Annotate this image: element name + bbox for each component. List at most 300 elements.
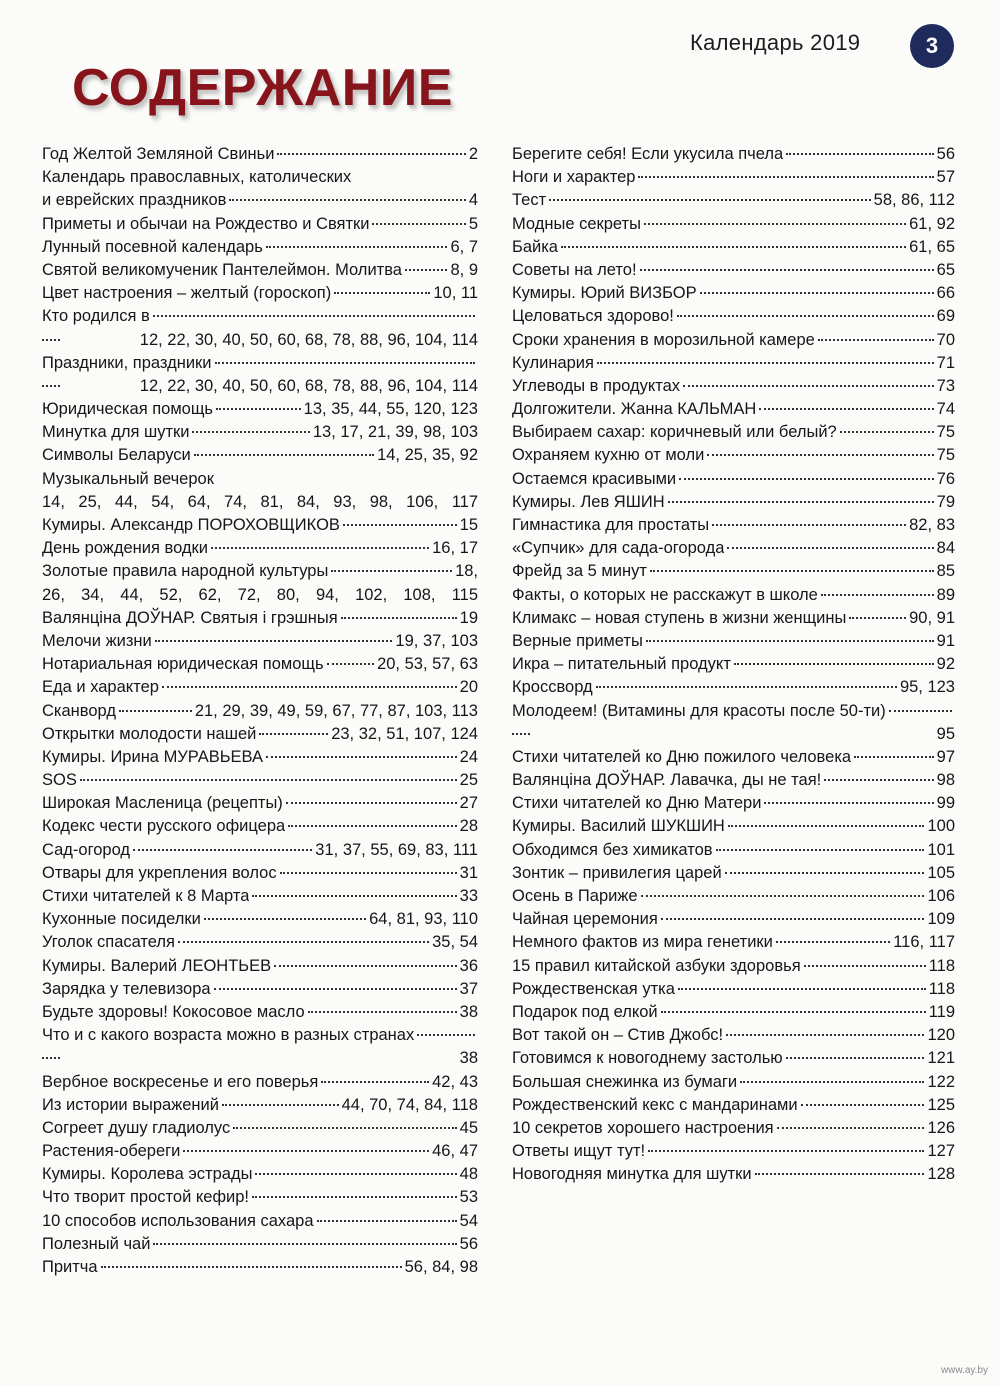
toc-entry-pages: 85 [936, 562, 955, 581]
dot-leader [162, 686, 457, 688]
toc-entry-title: Валянціна ДОЎНАР. Лавачка, ды не тая! [512, 771, 822, 790]
dot-leader [712, 524, 906, 526]
page-number-badge: 3 [910, 24, 954, 68]
dot-leader [678, 988, 926, 990]
toc-entry-title: Остаемся красивыми [512, 469, 677, 488]
toc-entry [42, 189, 478, 212]
toc-entry-pages: 21, 29, 39, 49, 59, 67, 77, 87, 103, 113 [194, 701, 478, 720]
watermark: www.ay.by [940, 1365, 988, 1376]
toc-entry-title: Согреет душу гладиолус [42, 1118, 231, 1137]
toc-entry [42, 1163, 478, 1186]
toc-entry-pages: 128 [927, 1165, 955, 1184]
toc-entry-pages: 31, 37, 55, 69, 83, 111 [315, 840, 478, 859]
dot-leader [776, 941, 890, 943]
toc-entry [42, 769, 478, 792]
toc-entry-title: Охраняем кухню от моли [512, 446, 705, 465]
toc-entry-title: Верные приметы [512, 631, 643, 650]
toc-entry-title: Мелочи жизни [42, 631, 152, 650]
toc-entry [42, 305, 478, 328]
toc-entry-pages: 71 [936, 353, 955, 372]
toc-entry-pages: 84 [936, 539, 955, 558]
dot-leader [786, 1057, 925, 1059]
toc-entry-title: Золотые правила народной культуры [42, 562, 329, 581]
toc-entry-title: Большая снежинка из бумаги [512, 1072, 738, 1091]
toc-entry-pages: 20 [459, 678, 478, 697]
toc-entry [512, 931, 955, 954]
toc-entry [512, 700, 955, 723]
toc-entry-title: Целоваться здорово! [512, 307, 674, 326]
toc-entry-pages: 119 [928, 1002, 955, 1021]
toc-entry [42, 630, 478, 653]
dot-leader [679, 478, 933, 480]
toc-entry [512, 1117, 955, 1140]
toc-entry [42, 700, 478, 723]
toc-entry-title: Кулинария [512, 353, 594, 372]
toc-entry-pages: 118 [928, 956, 955, 975]
toc-entry [512, 653, 955, 676]
dot-leader [259, 733, 328, 735]
toc-entry-title: Сад-огород [42, 840, 131, 859]
toc-entry-title: 10 способов использования сахара [42, 1211, 314, 1230]
toc-entry-pages: 56 [459, 1234, 478, 1253]
toc-entry [512, 955, 955, 978]
toc-entry [42, 653, 478, 676]
dot-leader [740, 1081, 924, 1083]
toc-entry-title: Модные секреты [512, 214, 641, 233]
toc-entry [512, 560, 955, 583]
dot-leader [818, 339, 934, 341]
dot-leader [153, 1243, 456, 1245]
toc-entry-pages: 120 [927, 1026, 955, 1045]
toc-entry-title: Молодеем! (Витамины для красоты после 50-ти) [512, 701, 886, 720]
toc-entry [42, 421, 478, 444]
toc-entry-title: Кто родился в [42, 307, 150, 326]
toc-entry [512, 421, 955, 444]
toc-entry [512, 1001, 955, 1024]
toc-entry [512, 584, 955, 607]
dot-leader [646, 640, 934, 642]
dot-leader [331, 570, 452, 572]
toc-entry-pages: 99 [936, 794, 955, 813]
toc-entry-title: Притча [42, 1258, 98, 1276]
toc-entry-title: Выбираем сахар: коричневый или белый? [512, 423, 837, 442]
dot-leader [728, 825, 925, 827]
toc-entry-pages: 25 [459, 771, 478, 790]
toc-entry-pages: 125 [927, 1095, 955, 1114]
dot-leader [178, 941, 429, 943]
toc-entry [512, 514, 955, 537]
toc-entry-pages: 57 [936, 168, 955, 187]
toc-entry-pages: 105 [927, 863, 955, 882]
toc-entry [42, 166, 478, 189]
toc-entry-title: Немного фактов из мира генетики [512, 933, 773, 952]
toc-entry-title: Что и с какого возраста можно в разных странах [42, 1026, 415, 1045]
toc-entry-pages: 42, 43 [432, 1072, 478, 1091]
toc-entry-title: Кумиры. Валерий ЛЕОНТЬЕВ [42, 956, 272, 975]
toc-entry-pages: 64, 81, 93, 110 [369, 910, 478, 929]
toc-entry-pages: 33 [459, 887, 478, 905]
toc-entry [42, 1024, 478, 1047]
dot-leader [222, 1104, 339, 1106]
toc-entry-title: Цвет настроения – желтый (гороскоп) [42, 284, 332, 303]
toc-entry [512, 1163, 955, 1186]
toc-entry-title: 10 секретов хорошего настроения [512, 1118, 774, 1137]
dot-leader [596, 686, 897, 688]
dot-leader [405, 269, 447, 271]
toc-entry [42, 143, 478, 166]
toc-entry-title: Зонтик – привилегия царей [512, 863, 722, 882]
toc-entry-pages: 92 [936, 655, 955, 674]
toc-entry-pages: 10, 11 [433, 284, 478, 303]
toc-entry-title: Кумиры. Василий ШУКШИН [512, 817, 725, 836]
toc-entry [512, 491, 955, 514]
dot-leader [266, 756, 457, 758]
toc-entry [42, 908, 478, 931]
dot-leader [133, 849, 312, 851]
dot-leader [42, 339, 60, 341]
toc-entry [42, 676, 478, 699]
toc-entry [42, 444, 478, 467]
toc-entry-title: Рождественская утка [512, 979, 675, 998]
dot-leader [183, 1150, 429, 1152]
toc-entry [42, 282, 478, 305]
dot-leader [725, 872, 925, 874]
toc-entry-pages: 35, 54 [432, 933, 478, 952]
dot-leader [215, 362, 476, 364]
toc-entry-title: Валянціна ДОЎНАР. Святыя і грэшныя [42, 608, 338, 627]
toc-entry-title: Еда и характер [42, 678, 159, 697]
toc-entry-title: Готовимся к новогоднему застолью [512, 1049, 783, 1068]
toc-entry [42, 1117, 478, 1140]
toc-entry [512, 746, 955, 769]
toc-entry-title: Чайная церемония [512, 910, 658, 929]
toc-entry [42, 885, 478, 908]
toc-entry [42, 1140, 478, 1163]
toc-entry-pages: 90, 91 [909, 608, 955, 627]
toc-entry-pages: 12, 22, 30, 40, 50, 60, 68, 78, 88, 96, 104, 114 [139, 376, 478, 395]
dot-leader [801, 1104, 925, 1106]
toc-entry-pages: 70 [936, 330, 955, 349]
toc-entry [512, 885, 955, 908]
toc-entry-pages: 56, 84, 98 [404, 1258, 478, 1276]
toc-entry-title: и еврейских праздников [42, 191, 227, 210]
toc-entry [512, 166, 955, 189]
toc-entry [42, 1210, 478, 1233]
dot-leader [755, 1173, 925, 1175]
toc-entry [512, 213, 955, 236]
toc-entry-title: Кроссворд [512, 678, 593, 697]
toc-entry-pages: 38 [459, 1049, 478, 1068]
toc-entry-title: Полезный чай [42, 1234, 151, 1253]
dot-leader [214, 988, 457, 990]
dot-leader [638, 176, 933, 178]
toc-entry-title: Гимнастика для простаты [512, 516, 710, 534]
toc-entry-pages: 116, 117 [893, 933, 955, 952]
toc-entry-title: Обходимся без химикатов [512, 840, 713, 859]
toc-entry [42, 607, 478, 630]
toc-entry-pages: 109 [927, 910, 955, 929]
dot-leader [288, 825, 456, 827]
toc-entry-title: Осень в Париже [512, 887, 638, 905]
toc-entry-pages: 82, 83 [909, 516, 955, 534]
toc-entry-pages: 13, 35, 44, 55, 120, 123 [303, 400, 478, 419]
toc-entry-title: Берегите себя! Если укусила пчела [512, 145, 784, 163]
toc-entry-title: Икра – питательный продукт [512, 655, 731, 674]
toc-entry [42, 955, 478, 978]
toc-entry [42, 1001, 478, 1024]
toc-entry-pages: 6, 7 [450, 237, 478, 256]
toc-entry [42, 329, 478, 352]
toc-entry-pages: 45 [459, 1118, 478, 1137]
toc-entry [512, 236, 955, 259]
dot-leader [42, 1057, 60, 1059]
toc-entry-title: Байка [512, 237, 558, 256]
toc-entry-pages: 15 [459, 516, 478, 534]
toc-entry-pages: 91 [936, 631, 955, 650]
dot-leader [726, 1034, 924, 1036]
toc-entry-pages: 23, 32, 51, 107, 124 [331, 724, 478, 743]
toc-entry-pages: 18, [455, 562, 478, 581]
dot-leader [561, 246, 906, 248]
toc-entry-pages: 20, 53, 57, 63 [377, 655, 478, 674]
toc-right-column [512, 143, 955, 1186]
toc-entry-pages: 89 [936, 585, 955, 604]
toc-entry [42, 746, 478, 769]
toc-entry-pages: 24 [459, 747, 478, 766]
toc-entry [512, 282, 955, 305]
toc-entry-pages: 13, 17, 21, 39, 98, 103 [312, 423, 478, 442]
toc-entry-title: Рождественский кекс с мандаринами [512, 1095, 798, 1114]
toc-entry-title: Факты, о которых не расскажут в школе [512, 585, 818, 604]
toc-entry-title: Ноги и характер [512, 168, 636, 187]
toc-entry [42, 491, 478, 514]
toc-entry-title: Советы на лето! [512, 260, 637, 279]
toc-entry-title: Минутка для шутки [42, 423, 190, 442]
toc-entry [42, 468, 478, 491]
toc-entry [42, 978, 478, 1001]
toc-entry-pages: 5 [468, 214, 478, 233]
dot-leader [661, 1011, 926, 1013]
toc-entry-title: Кумиры. Лев ЯШИН [512, 492, 665, 511]
dot-leader [824, 779, 933, 781]
toc-entry [512, 468, 955, 491]
toc-left-column [42, 143, 478, 1279]
toc-entry [42, 560, 478, 583]
toc-entry-pages: 95, 123 [899, 678, 955, 697]
toc-entry [512, 444, 955, 467]
dot-leader [216, 408, 301, 410]
dot-leader [716, 849, 925, 851]
dot-leader [327, 663, 374, 665]
toc-entry [512, 143, 955, 166]
toc-entry-pages: 8, 9 [450, 260, 478, 279]
toc-entry-pages: 48 [459, 1165, 478, 1184]
dot-leader [211, 547, 429, 549]
toc-entry-pages: 66 [936, 284, 955, 303]
toc-entry-title: Приметы и обычаи на Рождество и Святки [42, 214, 370, 233]
toc-entry [512, 607, 955, 630]
dot-leader [644, 223, 906, 225]
dot-leader [512, 733, 530, 735]
dot-leader [341, 617, 457, 619]
toc-entry-title: Год Желтой Земляной Свиньи [42, 145, 275, 163]
toc-entry [42, 815, 478, 838]
toc-entry-pages: 69 [936, 307, 955, 326]
dot-leader [597, 362, 934, 364]
toc-entry [42, 792, 478, 815]
dot-leader [233, 1127, 456, 1129]
toc-entry [42, 1071, 478, 1094]
dot-leader [727, 547, 933, 549]
toc-entry-pages: 19, 37, 103 [395, 631, 478, 650]
dot-leader [804, 965, 926, 967]
dot-leader [274, 965, 457, 967]
toc-entry [512, 815, 955, 838]
toc-entry [42, 1256, 478, 1279]
dot-leader [372, 223, 465, 225]
toc-entry-pages: 4 [468, 191, 478, 210]
dot-leader [683, 385, 934, 387]
toc-entry [42, 213, 478, 236]
dot-leader [840, 431, 934, 433]
toc-entry [512, 769, 955, 792]
toc-entry-title: Долгожители. Жанна КАЛЬМАН [512, 400, 757, 419]
dot-leader [280, 872, 457, 874]
toc-entry [512, 259, 955, 282]
toc-entry-title: 15 правил китайской азбуки здоровья [512, 956, 801, 975]
toc-entry-pages: 44, 70, 74, 84, 118 [341, 1095, 478, 1114]
toc-entry-pages: 61, 92 [909, 214, 955, 233]
toc-entry [512, 862, 955, 885]
toc-entry [42, 584, 478, 607]
toc-entry-title: Подарок под елкой [512, 1002, 658, 1021]
toc-entry-title: SOS [42, 771, 77, 790]
dot-leader [343, 524, 457, 526]
toc-entry-pages: 101 [927, 840, 955, 859]
toc-entry-title: Юридическая помощь [42, 400, 214, 419]
toc-entry [42, 537, 478, 560]
dot-leader [759, 408, 933, 410]
toc-entry-pages: 74 [936, 400, 955, 419]
toc-entry-title: Стихи читателей к 8 Марта [42, 887, 250, 905]
toc-entry-title: Что творит простой кефир! [42, 1188, 249, 1207]
toc-entry-title: Растения-обереги [42, 1142, 181, 1161]
toc-entry-pages: 97 [936, 747, 955, 766]
toc-entry-title: Тест [512, 191, 547, 210]
toc-entry-title: Кумиры. Королева эстрады [42, 1165, 253, 1184]
dot-leader [889, 710, 952, 712]
toc-entry-title: Святой великомученик Пантелеймон. Молитва [42, 260, 402, 279]
toc-entry [512, 352, 955, 375]
toc-entry-pages: 28 [459, 817, 478, 836]
dot-leader [668, 501, 934, 503]
toc-entry-title: Вербное воскресенье и его поверья [42, 1072, 319, 1091]
toc-entry-title: Календарь православных, католических [42, 168, 352, 187]
dot-leader [849, 617, 906, 619]
toc-entry-title: Сроки хранения в морозильной камере [512, 330, 815, 349]
toc-entry [42, 514, 478, 537]
toc-entry-title: Открытки молодости нашей [42, 724, 257, 743]
toc-entry-title: Сканворд [42, 701, 116, 720]
toc-entry [512, 1047, 955, 1070]
toc-entry-pages: 122 [927, 1072, 955, 1091]
dot-leader [707, 454, 933, 456]
toc-entry-title: Кумиры. Юрий ВИЗБОР [512, 284, 697, 303]
toc-entry-title: Нотариальная юридическая помощь [42, 655, 324, 674]
toc-entry-pages: 16, 17 [432, 539, 478, 558]
dot-leader [80, 779, 457, 781]
toc-entry-pages: 95 [936, 724, 955, 743]
toc-entry-pages: 36 [459, 956, 478, 975]
dot-leader [734, 663, 934, 665]
toc-entry-title: Лунный посевной календарь [42, 237, 263, 256]
dot-leader [661, 918, 925, 920]
toc-entry [42, 1094, 478, 1117]
dot-leader [677, 315, 934, 317]
toc-entry-pages: 53 [459, 1188, 478, 1207]
dot-leader [229, 199, 465, 201]
dot-leader [308, 1011, 457, 1013]
toc-entry [42, 352, 478, 375]
toc-entry-pages: 106 [927, 887, 955, 905]
toc-entry-pages: 126 [927, 1118, 955, 1137]
dot-leader [786, 153, 933, 155]
toc-entry-title: Кухонные посиделки [42, 910, 201, 929]
toc-entry-pages: 65 [936, 260, 955, 279]
toc-entry-pages: 121 [927, 1049, 955, 1068]
toc-entry-title: Будьте здоровы! Кокосовое масло [42, 1002, 305, 1021]
dot-leader [252, 1196, 457, 1198]
dot-leader [101, 1266, 402, 1268]
dot-leader [252, 895, 456, 897]
dot-leader [700, 292, 934, 294]
toc-entry [512, 1071, 955, 1094]
toc-entry [42, 1233, 478, 1256]
toc-entry [512, 305, 955, 328]
toc-entry-pages: 100 [927, 817, 955, 836]
dot-leader [204, 918, 366, 920]
toc-entry-pages: 54 [459, 1211, 478, 1230]
toc-entry [42, 1047, 478, 1070]
dot-leader [764, 802, 933, 804]
dot-leader [648, 1150, 924, 1152]
toc-entry [512, 1094, 955, 1117]
dot-leader [277, 153, 465, 155]
toc-entry-title: Углеводы в продуктах [512, 376, 681, 395]
dot-leader [255, 1173, 456, 1175]
toc-entry-pages: 61, 65 [909, 237, 955, 256]
dot-leader [321, 1081, 429, 1083]
toc-entry-pages: 79 [936, 492, 955, 511]
dot-leader [119, 710, 192, 712]
toc-entry-title: Символы Беларуси [42, 446, 191, 465]
toc-entry-title: Кумиры. Александр ПОРОХОВЩИКОВ [42, 516, 340, 534]
toc-entry-title: Праздники, праздники [42, 353, 212, 372]
dot-leader [640, 269, 934, 271]
dot-leader [192, 431, 309, 433]
dot-leader [334, 292, 430, 294]
toc-entry-title: Стихи читателей ко Дню Матери [512, 794, 762, 813]
toc-entry-title: Ответы ищут тут! [512, 1142, 646, 1161]
toc-entry-title: Из истории выражений [42, 1095, 219, 1114]
toc-entry-pages: 37 [459, 979, 478, 998]
dot-leader [777, 1127, 925, 1129]
toc-entry-title: Зарядка у телевизора [42, 979, 211, 998]
toc-entry [42, 931, 478, 954]
toc-entry [512, 630, 955, 653]
toc-entry [42, 398, 478, 421]
toc-entry-pages: 46, 47 [432, 1142, 478, 1161]
